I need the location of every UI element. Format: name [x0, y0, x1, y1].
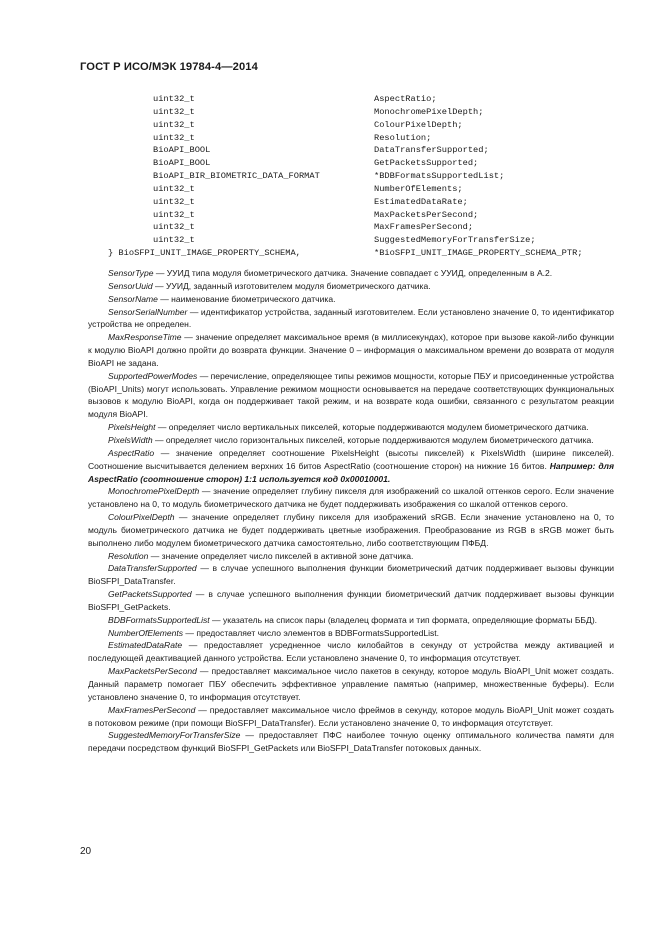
code-block: [108, 93, 628, 260]
definition-paragraph: [88, 639, 614, 665]
definition-text: — значение определяет число пикселей в активной зоне датчика.: [148, 550, 414, 561]
definition-term: SensorType: [108, 268, 154, 278]
definition-text: — в случае успешного выполнения функции биометрический датчик поддерживает вызовы функции BioSFPI_GetPackets.: [88, 589, 614, 612]
code-field: NumberOfElements;: [374, 183, 463, 194]
definition-text: — перечисление, определяющее типы режимов мощности, которые ПБУ и присоединенные устройства (BioAPI_Units) могут использовать. Управление режимом мощности основывается на передаче соответствующих функциональных вызовов к модулю BioAPI, когда он поддерживает такой режим, и на возврате кода ошибки, связанного с результатом реакции модуля BioAPI.: [88, 370, 614, 420]
definition-paragraph: [88, 614, 614, 627]
code-row: [108, 106, 628, 119]
definition-paragraph: [88, 421, 614, 434]
code-type: uint32_t: [153, 196, 195, 207]
code-closing-row: [108, 247, 628, 260]
definition-text: — предоставляет число элементов в BDBFormatsSupportedList.: [183, 627, 440, 638]
definition-text: — предоставляет максимальное число пакетов в секунду, которое модуль BioAPI_Unit может создать. Данный параметр помогает ПБУ обеспечить эффективное управление памятью (например, множественные буферы). Если установлено значение 0, то информация отсутствует.: [88, 666, 614, 702]
code-field: GetPacketsSupported;: [374, 158, 479, 169]
definition-paragraph: [88, 306, 614, 332]
definition-term: PixelsWidth: [108, 434, 153, 445]
definition-text: — УУИД типа модуля биометрического датчика. Значение совпадает с УУИД, определенным в А.2.: [153, 268, 553, 278]
code-field: MaxPacketsPerSecond;: [374, 209, 479, 220]
definition-text: — значение определяет соотношение PixelsHeight (высоты пикселей) к PixelsWidth (ширине пикселей). Соотношение высчитывается делением верхних 16 битов AspectRatio (соотношение сторон) на нижние 16 битов.: [88, 447, 614, 471]
definition-paragraph: [88, 280, 614, 293]
code-struct-name: } BioSFPI_UNIT_IMAGE_PROPERTY_SCHEMA,: [108, 248, 301, 259]
definition-paragraph: [88, 370, 614, 421]
code-type: uint32_t: [153, 235, 195, 246]
definition-term: MaxFramesPerSecond: [108, 704, 196, 715]
definition-term: SensorName: [108, 293, 158, 304]
definition-paragraph: [88, 665, 614, 704]
definition-term: SensorUuid: [108, 280, 153, 291]
definition-term: MonochromePixelDepth: [108, 486, 200, 497]
code-type: uint32_t: [153, 94, 195, 104]
definition-term: MaxResponseTime: [108, 332, 182, 343]
definition-paragraph: [88, 434, 614, 447]
page-number: 20: [80, 846, 92, 857]
definition-paragraph: [88, 511, 614, 550]
definition-paragraph: [88, 562, 614, 588]
code-type: BioAPI_BOOL: [153, 145, 211, 156]
code-field: Resolution;: [374, 132, 432, 143]
definition-paragraph: [88, 293, 614, 306]
code-field: EstimatedDataRate;: [374, 196, 468, 207]
definition-paragraph: [88, 729, 614, 755]
definition-text: — значение определяет глубину пикселя для изображений со шкалой оттенков серого. Если значение установлено на 0, то модуль биометрического датчика не будет поддерживать изображения со шкалой оттенков серого.: [88, 486, 614, 510]
code-type: uint32_t: [153, 222, 195, 233]
definition-paragraph: [88, 331, 614, 370]
definition-paragraph: [88, 627, 614, 640]
definition-text: — наименование биометрического датчика.: [157, 293, 336, 304]
definition-term: ColourPixelDepth: [108, 512, 175, 523]
definition-term: DataTransferSupported: [108, 563, 197, 574]
code-type: uint32_t: [153, 106, 195, 117]
code-field: MonochromePixelDepth;: [374, 106, 484, 117]
definition-text: — значение определяет глубину пикселя для изображений sRGB. Если значение установлено на 0, то модуль биометрического датчика не будет поддерживать цветные изображения. Преобразование из RGB в sRGB может быть выполнено либо модулем биометрического датчика самостоятельно, либо соответствующим ПФБД.: [88, 512, 614, 548]
code-row: [108, 132, 628, 145]
code-row: [108, 196, 628, 209]
definition-term: SuggestedMemoryForTransferSize: [108, 730, 241, 741]
definition-term: SupportedPowerModes: [108, 370, 198, 381]
code-struct-ptr: *BioSFPI_UNIT_IMAGE_PROPERTY_SCHEMA_PTR;: [374, 248, 583, 259]
code-type: BioAPI_BIR_BIOMETRIC_DATA_FORMAT: [153, 171, 320, 182]
code-type: uint32_t: [153, 209, 195, 220]
code-row: [108, 93, 628, 106]
code-row: [108, 183, 628, 196]
code-type: BioAPI_BOOL: [153, 158, 211, 169]
definition-text: — предоставляет максимальное число фреймов в секунду, которое модуль BioAPI_Unit может создать в потоковом режиме (при помощи BioSFPI_DataTransfer). Если установлено значение 0, то информация отсутствует.: [88, 704, 614, 728]
definition-text: — определяет число горизонтальных пикселей, которые поддерживаются модулем биометрического датчика.: [152, 434, 594, 445]
code-field: DataTransferSupported;: [374, 145, 489, 156]
definition-paragraph: [88, 447, 614, 486]
code-field: MaxFramesPerSecond;: [374, 222, 474, 233]
code-field: SuggestedMemoryForTransferSize;: [374, 235, 536, 246]
definition-text: — УУИД, заданный изготовителем модуля биометрического датчика.: [152, 280, 431, 291]
definition-term: PixelsHeight: [108, 422, 156, 433]
definition-text: — указатель на список пары (владелец формата и тип формата, определяющие форматы ББД).: [209, 614, 598, 625]
definition-term: Resolution: [108, 550, 149, 561]
definition-paragraph: [88, 550, 614, 563]
definition-term: MaxPacketsPerSecond: [108, 666, 197, 677]
code-type: uint32_t: [153, 119, 195, 130]
code-field: ColourPixelDepth;: [374, 119, 463, 130]
code-row: [108, 234, 628, 247]
definition-text: — предоставляет ПФС наиболее точную оценку оптимального количества памяти для передачи посредством функций BioSFPI_GetPackets или BioSFPI_DataTransfer потоковых данных.: [88, 730, 614, 754]
code-field: AspectRatio;: [374, 94, 437, 104]
definition-text: — значение определяет максимальное время (в миллисекундах), которое при вызове какой-либо функции к модулю BioAPI должно пройти до возврата функции. Значение 0 – информация о максимальном времени до возврата от модуля BioAPI не задана.: [88, 332, 614, 368]
definition-term: BDBFormatsSupportedList: [108, 614, 210, 625]
code-row: [108, 144, 628, 157]
document-header: ГОСТ Р ИСО/МЭК 19784-4—2014: [80, 61, 258, 73]
definition-text: — в случае успешного выполнения функции биометрический датчик поддерживает вызовы функции BioSFPI_DataTransfer.: [88, 563, 614, 587]
code-type: uint32_t: [153, 183, 195, 194]
definition-paragraph: [88, 704, 614, 730]
definitions-list: [88, 267, 614, 755]
example-note: Например: для AspectRatio (соотношение сторон) 1:1 используется код 0x00010001.: [88, 460, 614, 484]
definition-term: SensorSerialNumber: [108, 306, 188, 317]
definition-text: — идентификатор устройства, заданный изготовителем. Если установлено значение 0, то идентификатор устройства не определен.: [88, 306, 614, 330]
code-field: *BDBFormatsSupportedList;: [374, 171, 505, 182]
code-type: uint32_t: [153, 132, 195, 143]
code-row: [108, 170, 628, 183]
definition-text: — определяет число вертикальных пикселей, которые поддерживаются модулем биометрического датчика.: [155, 422, 589, 433]
definition-paragraph: [88, 267, 614, 280]
code-row: [108, 221, 628, 234]
definition-term: EstimatedDataRate: [108, 640, 183, 651]
code-row: [108, 119, 628, 132]
definition-term: AspectRatio: [108, 447, 155, 458]
code-row: [108, 209, 628, 222]
definition-paragraph: [88, 485, 614, 511]
code-row: [108, 157, 628, 170]
definition-term: NumberOfElements: [108, 627, 184, 638]
definition-paragraph: [88, 588, 614, 614]
definition-term: GetPacketsSupported: [108, 589, 192, 600]
definition-text: — предоставляет усредненное число килобайтов в секунду от устройства между активацией и последующей деактивацией данного устройства. Если установлено значение 0, то информация отсутствует.: [88, 640, 614, 664]
